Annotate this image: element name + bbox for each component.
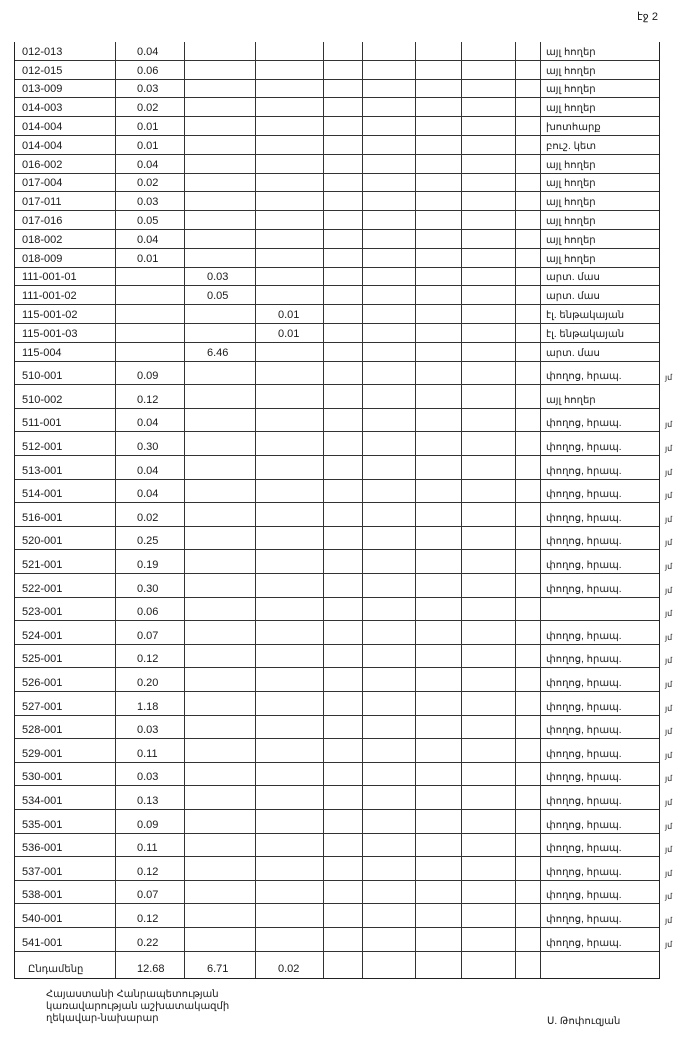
table-row (15, 249, 659, 268)
parcel-code: 528-001 (22, 724, 63, 737)
table-row (15, 763, 673, 787)
area-col-1: 0.25 (137, 535, 159, 548)
table-row (15, 621, 673, 645)
table-row (15, 810, 673, 834)
parcel-code: 014-003 (22, 102, 63, 115)
land-type: այլ հողեր (546, 84, 596, 96)
row-mark: յմ (665, 609, 673, 619)
row-mark: յմ (665, 420, 673, 430)
parcel-code: 516-001 (22, 511, 63, 524)
land-type: փողոց, հրապ. (546, 701, 622, 713)
parcel-code: 524-001 (22, 629, 63, 642)
parcel-code: 115-001-02 (22, 308, 78, 321)
area-col-1: 0.13 (137, 794, 159, 807)
area-col-1: 0.03 (137, 83, 159, 96)
land-type: փողոց, հրապ. (546, 890, 622, 902)
parcel-code: 538-001 (22, 889, 63, 902)
area-col-1: 0.02 (137, 511, 159, 524)
parcel-code: 521-001 (22, 558, 63, 571)
area-col-1: 0.20 (137, 676, 159, 689)
parcel-code: 012-015 (22, 64, 63, 77)
row-mark: յմ (665, 443, 673, 453)
parcel-code: 115-001-03 (22, 327, 78, 340)
area-col-1: 0.06 (137, 64, 159, 77)
parcel-code: 510-002 (22, 393, 63, 406)
row-mark: յմ (665, 491, 673, 501)
land-type: փողոց, հրապ. (546, 843, 622, 855)
land-type: փողոց, հրապ. (546, 441, 622, 453)
total-col-1: 12.68 (137, 962, 165, 975)
parcel-code: 540-001 (22, 912, 63, 925)
land-type: էլ. ենթակայան (546, 328, 625, 340)
table-row (15, 305, 659, 324)
table-row (15, 192, 659, 211)
table-row (15, 456, 673, 480)
table-row (15, 117, 659, 136)
table-row (15, 716, 673, 740)
parcel-code: 017-004 (22, 177, 63, 190)
land-type: փողոց, հրապ. (546, 772, 622, 784)
row-mark: յմ (665, 538, 673, 548)
parcel-code: 514-001 (22, 488, 63, 501)
land-type: բուշ. կետ (546, 140, 596, 152)
land-type: այլ հողեր (546, 65, 596, 77)
parcel-code: 530-001 (22, 771, 63, 784)
parcel-code: 014-004 (22, 120, 63, 133)
row-mark: յմ (665, 514, 673, 524)
row-mark: յմ (665, 656, 673, 666)
total-row (15, 952, 659, 978)
row-mark: յմ (665, 561, 673, 571)
parcel-code: 013-009 (22, 83, 63, 96)
row-mark: յմ (665, 774, 673, 784)
table-row (15, 692, 673, 716)
parcel-code: 522-001 (22, 582, 63, 595)
area-col-2: 0.05 (207, 290, 229, 303)
land-type: փողոց, հրապ. (546, 418, 622, 430)
table-row (15, 42, 659, 61)
table-row (15, 881, 673, 905)
parcel-code: 541-001 (22, 936, 63, 949)
area-col-1: 0.02 (137, 102, 159, 115)
area-col-1: 0.11 (137, 842, 158, 855)
table-row (15, 61, 659, 80)
row-mark: յմ (665, 373, 673, 383)
parcel-code: 115-004 (22, 346, 62, 359)
land-type: այլ հողեր (546, 394, 596, 406)
row-mark: յմ (665, 892, 673, 902)
parcel-code: 111-001-02 (22, 290, 77, 303)
area-col-1: 0.09 (137, 818, 159, 831)
row-mark: յմ (665, 821, 673, 831)
table-row (15, 385, 659, 409)
area-col-1: 0.04 (137, 464, 159, 477)
area-col-1: 0.05 (137, 214, 159, 227)
table-row (15, 155, 659, 174)
table-row (15, 786, 673, 810)
footer-line-1: Հայաստանի Հանրապետության (46, 989, 219, 1000)
table-row (15, 136, 659, 155)
table-row (15, 834, 673, 858)
parcel-code: 526-001 (22, 676, 63, 689)
signatory-name: Ս. Թոփուզյան (547, 1016, 621, 1027)
land-type: փողոց, հրապ. (546, 465, 622, 477)
parcel-code: 510-001 (22, 370, 63, 383)
area-col-3: 0.01 (278, 327, 300, 340)
footer-line-2: կառավարության աշխատակազմի (46, 1001, 230, 1012)
land-type: այլ հողեր (546, 103, 596, 115)
area-col-1: 0.01 (137, 139, 159, 152)
land-type: փողոց, հրապ. (546, 748, 622, 760)
row-mark: յմ (665, 939, 673, 949)
land-type: փողոց, հրապ. (546, 677, 622, 689)
total-label: Ընդամենը (28, 963, 84, 975)
table-row (15, 268, 659, 287)
land-type: փողոց, հրապ. (546, 630, 622, 642)
parcel-code: 017-016 (22, 214, 63, 227)
parcel-code: 527-001 (22, 700, 63, 713)
parcel-code: 529-001 (22, 747, 63, 760)
area-col-1: 0.19 (137, 558, 159, 571)
area-col-1: 0.07 (137, 889, 159, 902)
land-type: էլ. ենթակայան (546, 309, 625, 321)
table-row (15, 503, 673, 527)
area-col-1: 0.03 (137, 771, 159, 784)
table-row (15, 230, 659, 249)
land-type: փողոց, հրապ. (546, 489, 622, 501)
table-row (15, 527, 673, 551)
parcel-code: 017-011 (22, 196, 62, 209)
row-mark: յմ (665, 845, 673, 855)
footer-title-block (46, 989, 229, 1025)
parcel-code: 012-013 (22, 45, 63, 58)
area-col-1: 0.03 (137, 196, 159, 209)
parcel-code: 534-001 (22, 794, 63, 807)
parcel-code: 018-002 (22, 233, 63, 246)
parcel-code: 511-001 (22, 417, 62, 430)
land-type: արտ. մաս (546, 347, 600, 359)
area-col-1: 1.18 (137, 700, 159, 713)
parcel-code: 014-004 (22, 139, 63, 152)
area-col-1: 0.12 (137, 653, 159, 666)
table-row (15, 598, 673, 622)
parcel-code: 525-001 (22, 653, 63, 666)
table-row (15, 343, 659, 362)
table-row (15, 480, 673, 504)
area-col-1: 0.09 (137, 370, 159, 383)
table-row (15, 739, 673, 763)
table-row (15, 904, 673, 928)
land-table (14, 42, 673, 979)
row-mark: յմ (665, 679, 673, 689)
land-type: փողոց, հրապ. (546, 583, 622, 595)
row-mark: յմ (665, 868, 673, 878)
table-row (15, 98, 659, 117)
table-row (15, 362, 673, 386)
area-col-2: 0.03 (207, 271, 229, 284)
row-mark: յմ (665, 750, 673, 760)
area-col-1: 0.01 (137, 252, 159, 265)
row-mark: յմ (665, 727, 673, 737)
table-row (15, 432, 673, 456)
parcel-code: 512-001 (22, 440, 63, 453)
land-type: խոտհարք (546, 121, 601, 133)
table-row (15, 574, 673, 598)
land-type: արտ. մաս (546, 291, 600, 303)
area-col-1: 0.30 (137, 440, 159, 453)
land-type: փողոց, հրապ. (546, 819, 622, 831)
area-col-1: 0.12 (137, 865, 159, 878)
area-col-1: 0.12 (137, 393, 159, 406)
land-type: փողոց, հրապ. (546, 866, 622, 878)
total-col-3: 0.02 (278, 962, 300, 975)
parcel-code: 520-001 (22, 535, 63, 548)
land-type: այլ հողեր (546, 46, 596, 58)
land-type: փողոց, հրապ. (546, 795, 622, 807)
land-type: փողոց, հրապ. (546, 559, 622, 571)
parcel-code: 016-002 (22, 158, 63, 171)
land-type: արտ. մաս (546, 272, 600, 284)
land-type: այլ հողեր (546, 197, 596, 209)
area-col-1: 0.04 (137, 417, 159, 430)
parcel-code: 018-009 (22, 252, 63, 265)
area-col-1: 0.04 (137, 488, 159, 501)
area-col-3: 0.01 (278, 308, 300, 321)
page-number: էջ 2 (637, 11, 658, 23)
land-type: փողոց, հրապ. (546, 536, 622, 548)
land-type: այլ հողեր (546, 178, 596, 190)
table-row (15, 286, 659, 305)
parcel-code: 111-001-01 (22, 271, 77, 284)
table-row (15, 409, 673, 433)
area-col-1: 0.04 (137, 233, 159, 246)
land-type: փողոց, հրապ. (546, 913, 622, 925)
row-mark: յմ (665, 632, 673, 642)
area-col-1: 0.12 (137, 912, 159, 925)
area-col-1: 0.04 (137, 45, 159, 58)
land-type: այլ հողեր (546, 159, 596, 171)
parcel-code: 523-001 (22, 606, 63, 619)
parcel-code: 537-001 (22, 865, 63, 878)
area-col-1: 0.01 (137, 120, 159, 133)
table-row (15, 80, 659, 99)
table-row (15, 668, 673, 692)
area-col-1: 0.06 (137, 606, 159, 619)
table-row (15, 324, 659, 343)
table-row (15, 645, 673, 669)
land-type: փողոց, հրապ. (546, 937, 622, 949)
footer-line-3: ղեկավար-նախարար (46, 1013, 159, 1024)
area-col-1: 0.03 (137, 724, 159, 737)
land-type: այլ հողեր (546, 215, 596, 227)
row-mark: յմ (665, 797, 673, 807)
row-mark: յմ (665, 915, 673, 925)
table-row (15, 550, 673, 574)
area-col-2: 6.46 (207, 346, 229, 359)
table-row (15, 857, 673, 881)
table-row (15, 211, 659, 230)
area-col-1: 0.04 (137, 158, 159, 171)
parcel-code: 513-001 (22, 464, 63, 477)
row-mark: յմ (665, 585, 673, 595)
land-type: փողոց, հրապ. (546, 512, 622, 524)
land-type: փողոց, հրապ. (546, 371, 622, 383)
area-col-1: 0.07 (137, 629, 159, 642)
land-type: փողոց, հրապ. (546, 725, 622, 737)
table-row (15, 174, 659, 193)
area-col-1: 0.22 (137, 936, 159, 949)
land-type: փողոց, հրապ. (546, 654, 622, 666)
area-col-1: 0.11 (137, 747, 158, 760)
total-col-2: 6.71 (207, 962, 229, 975)
row-mark: յմ (665, 467, 673, 477)
parcel-code: 536-001 (22, 842, 63, 855)
row-mark: յմ (665, 703, 673, 713)
area-col-1: 0.30 (137, 582, 159, 595)
area-col-1: 0.02 (137, 177, 159, 190)
parcel-code: 535-001 (22, 818, 63, 831)
table-row (15, 928, 673, 952)
land-type: այլ հողեր (546, 253, 596, 265)
land-type: այլ հողեր (546, 234, 596, 246)
